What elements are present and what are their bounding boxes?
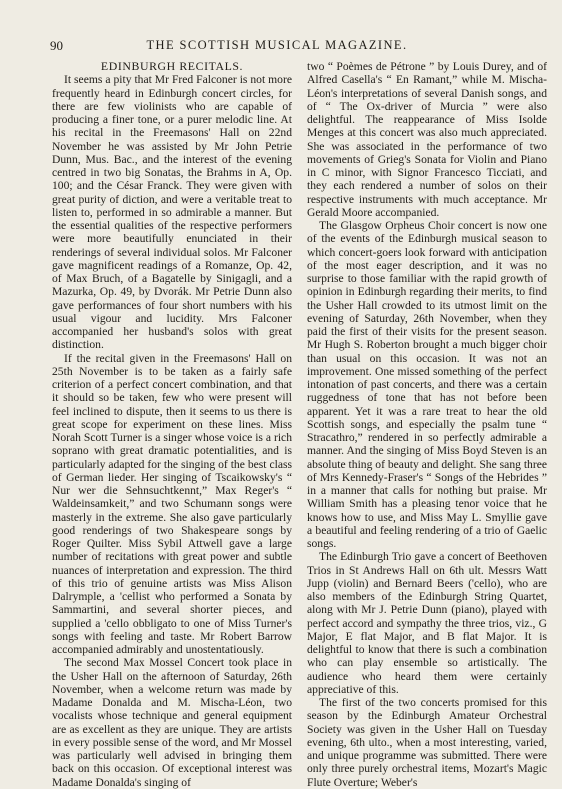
paragraph: The Edinburgh Trio gave a concert of Beethoven Trios in St Andrews Hall on 6th ult. Messrs Watt Jupp (violin) and Bernard Beers ('cello), who are also members of the Edinburgh String Quartet, along with Mr J. Petrie Dunn (piano), played with perfect accord and sympathy the three trios, viz., G Major, E flat Major, and B flat Major. It is delightful to know that there is such a combination who can play ensemble so artistically. The audience who heard them were certainly appreciative of this.	[307, 550, 547, 696]
paragraph: It seems a pity that Mr Fred Falconer is not more frequently heard in Edinburgh concert circles, for there are few violinists who are capable of producing a finer tone, or a purer melodic line. At his recital in the Freemasons' Hall on 22nd November he was assisted by Mr John Petrie Dunn, Mus. Bac., and the interest of the evening centred in two big Sonatas, the Brahms in A, Op. 100; and the César Franck. They were given with great purity of diction, and were a veritable treat to listen to, performed in so admirable a manner. But the essential qualities of the respective performers were more beautifully enunciated in their renderings of several individual solos. Mr Falconer gave magnificent readings of a Romanze, Op. 42, of Max Bruch, of a Bagatelle by Sinigagli, and a Mazurka, Op. 49, by Dvorák. Mr Petrie Dunn also gave performances of four short numbers with his usual vigour and lucidity. Mrs Falconer accompanied her husband's solos with great distinction.	[52, 73, 292, 352]
paragraph: The Glasgow Orpheus Choir concert is now one of the events of the Edinburgh musical season to which concert-goers look forward with anticipation of the most eager description, and it was no surprise to those familiar with the rapid growth of opinion in Edinburgh regarding their merits, to find the Usher Hall crowded to its utmost limit on the evening of Saturday, 26th November, when they paid the first of their visits for the present season. Mr Hugh S. Roberton brought a much bigger choir than usual on this occasion. It was not an improvement. One missed something of the perfect intonation of past concerts, and there was a certain ruggedness of tone that has not before been apparent. Yet it was a rare treat to hear the old Scottish songs, and especially the psalm tune “ Stracathro,” rendered in so perfectly admirable a manner. And the singing of Miss Boyd Steven is an absolute thing of beauty and delight. She sang three of Mrs Kennedy-Fraser's “ Songs of the Hebrides ” in a manner that calls for nothing but praise. Mr William Smith has a pleasing tenor voice that he knows how to use, and Miss May L. Smyllie gave a beautiful and feeling rendering of a trio of Gaelic songs.	[307, 219, 547, 550]
paragraph: The second Max Mossel Concert took place in the Usher Hall on the afternoon of Saturday, 26th November, when a welcome return was made by Madame Donalda and M. Mischa-Léon, two vocalists whose technique and general equipment are as excellent as they are unique. They are artists in every possible sense of the word, and Mr Mossel was particularly well advised in bringing them back on this occasion. Of exceptional interest was Madame Donalda's singing of	[52, 656, 292, 789]
paragraph: If the recital given in the Freemasons' Hall on 25th November is to be taken as a fairly safe criterion of a perfect concert combination, and that it should so be taken, few who were present will feel inclined to dispute, then it seems to us there is great scope for experiment on these lines. Miss Norah Scott Turner is a singer whose voice is a rich soprano with great dramatic potentialities, and is particularly adapted for the singing of the best class of German lieder. Her singing of Tscaikowsky's “ Nur wer die Sehnsuchtkennt,” Max Reger's “ Waldeinsamkeit,” and two Schumann songs were masterly in the extreme. She also gave particularly good renderings of two Shakespeare songs by Roger Quilter. Miss Sybil Attwell gave a large number of recitations with great power and subtle nuances of interpretation and expression. The third of this trio of genuine artists was Miss Alison Dalrymple, a 'cellist who performed a Sonata by Sammartini, and several shorter pieces, and supplied a 'cello obbligato to one of Miss Turner's songs with feeling and taste. Mr Robert Barrow accompanied admirably and unostentatiously.	[52, 351, 292, 656]
left-column	[52, 60, 292, 789]
magazine-title: THE SCOTTISH MUSICAL MAGAZINE.	[146, 38, 408, 52]
page-number: 90	[50, 38, 63, 53]
section-title: EDINBURGH RECITALS.	[100, 59, 244, 73]
paragraph: The first of the two concerts promised for this season by the Edinburgh Amateur Orchestral Society was given in the Usher Hall on Tuesday evening, 6th ulto., when a most interesting, varied, and unique programme was submitted. There were only three purely orchestral items, Mozart's Magic Flute Overture; Weber's	[307, 696, 547, 789]
page-header	[50, 38, 504, 54]
right-column	[307, 60, 547, 789]
paragraph: two “ Poèmes de Pétrone ” by Louis Durey, and of Alfred Casella's “ En Ramant,” while M. Mischa-Léon's interpretations of several Danish songs, and of “ The Ox-driver of Murcia ” were also delightful. The reappearance of Miss Isolde Menges at this concert was also much appreciated. She was associated in the performance of two movements of Grieg's Sonata for Violin and Piano in C minor, with Signor Francesco Ticciati, and they each rendered a number of solos on their respective instruments with much acceptance. Mr Gerald Moore accompanied.	[307, 60, 547, 219]
